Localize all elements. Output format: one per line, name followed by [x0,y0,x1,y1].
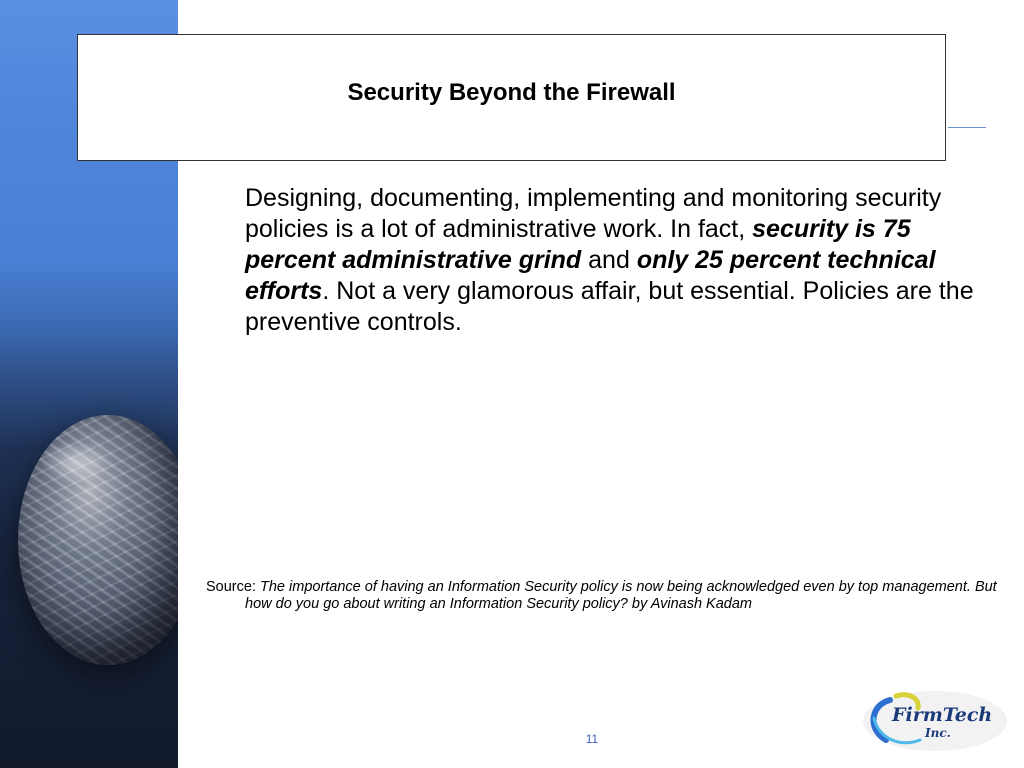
slide-title: Security Beyond the Firewall [347,79,676,106]
logo-sub: Inc. [925,726,951,740]
body-emphasis-1: security is 75 percent administrative grind [245,215,911,274]
source-label: Source: [206,579,260,595]
body-emphasis-2: only 25 percent technical efforts [245,246,936,305]
globe-highlight [40,440,110,485]
page-number: 11 [585,732,599,746]
source-citation [206,579,1020,613]
logo-name: FirmTech [892,704,993,726]
body-text-part3: . Not a very glamorous affair, but essential. Policies are the preventive controls. [245,277,974,336]
body-text-part2: and [581,246,637,274]
body-paragraph [245,183,990,338]
body-text-part1: Designing, documenting, implementing and monitoring security policies is a lot of administrative work. In fact, [245,184,942,243]
accent-line [948,127,986,128]
title-box [77,34,946,161]
source-text: The importance of having an Information Security policy is now being acknowledged even by top management. But how do you go about writing an Information Security policy? by Avinash Kadam [245,579,997,612]
